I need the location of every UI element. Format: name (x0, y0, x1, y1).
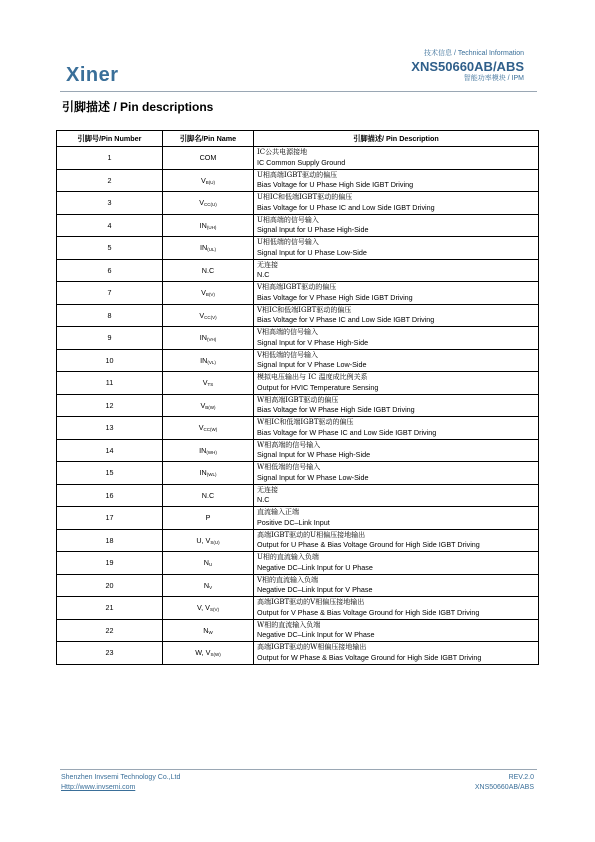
pin-description-english: Bias Voltage for U Phase High Side IGBT Driving (257, 180, 414, 190)
header-pin-description: 引脚描述/ Pin Description (254, 131, 539, 147)
pin-name (163, 439, 254, 462)
pin-description (254, 529, 539, 552)
table-row (57, 552, 539, 575)
pin-name (163, 237, 254, 260)
pin-description-english: Signal Input for W Phase Low-Side (257, 472, 369, 482)
pin-name-base: COM (199, 153, 217, 163)
pin-number: 22 (57, 619, 163, 642)
pin-name-base: IN (199, 445, 207, 455)
pin-name (163, 552, 254, 575)
footer-url-link[interactable]: Http://www.invsemi.com (61, 784, 136, 791)
pin-description-chinese: W相IC和低端IGBT驱动的偏压 (257, 418, 354, 427)
pin-number: 5 (57, 237, 163, 260)
pin-name-subscript: U (208, 562, 213, 568)
pin-name (163, 574, 254, 597)
pin-name-base: V (200, 175, 206, 185)
pin-description (254, 619, 539, 642)
table-row (57, 394, 539, 417)
pin-name-base: IN (199, 333, 207, 343)
pin-description-chinese: U相的直流输入负端 (257, 553, 319, 562)
pin-description-english: Bias Voltage for V Phase IC and Low Side IGBT Driving (257, 315, 435, 325)
pin-description (254, 462, 539, 485)
pin-name-base: V, V (197, 603, 210, 613)
pin-name-base: V (200, 400, 206, 410)
pin-description (254, 259, 539, 282)
pin-name (163, 529, 254, 552)
table-row (57, 349, 539, 372)
pin-number: 11 (57, 372, 163, 395)
pin-description-english: Signal Input for W Phase High-Side (257, 450, 371, 460)
table-row (57, 484, 539, 507)
pin-description-chinese: V相的直流输入负端 (257, 575, 319, 584)
pin-name-subscript: W (208, 629, 213, 635)
pin-name-base: U, V (196, 535, 211, 545)
pin-description-english: Signal Input for V Phase High-Side (257, 337, 369, 347)
pin-description-chinese: V相低端的信号输入 (257, 350, 319, 359)
header-part-number: XNS50660AB/ABS (411, 59, 524, 74)
pin-name (163, 597, 254, 620)
pin-description (254, 327, 539, 350)
pin-name-base: N (203, 625, 209, 635)
pin-number: 6 (57, 259, 163, 282)
pin-name (163, 619, 254, 642)
header-pin-number: 引脚号/Pin Number (57, 131, 163, 147)
pin-description-chinese: 无连接 (257, 260, 278, 269)
pin-description-chinese: 无连接 (257, 485, 278, 494)
pin-description-english: Bias Voltage for U Phase IC and Low Side IGBT Driving (257, 202, 435, 212)
table-row (57, 214, 539, 237)
table-row (57, 642, 539, 665)
pin-description-chinese: 直流输入正端 (257, 508, 299, 517)
pin-name-base: N (203, 580, 210, 590)
footer-company: Shenzhen Invsemi Technology Co.,Ltd (61, 774, 181, 781)
pin-name-base: V (199, 198, 205, 208)
pin-description (254, 597, 539, 620)
pin-name (163, 462, 254, 485)
pin-description-english: IC Common Supply Ground (257, 157, 346, 167)
pin-number: 4 (57, 214, 163, 237)
pin-number: 23 (57, 642, 163, 665)
pin-name-base: V (198, 423, 204, 433)
pin-description (254, 304, 539, 327)
pin-name (163, 372, 254, 395)
pin-number: 1 (57, 147, 163, 170)
pin-description-chinese: W相低端的信号输入 (257, 463, 321, 472)
header-doc-type: 技术信息 / Technical Information (424, 50, 524, 57)
pin-name-base: IN (199, 220, 207, 230)
pin-description (254, 574, 539, 597)
pin-description-english: Bias Voltage for W Phase High Side IGBT Driving (257, 405, 415, 415)
pin-description (254, 282, 539, 305)
table-row (57, 192, 539, 215)
pin-description-english: Bias Voltage for V Phase High Side IGBT Driving (257, 292, 413, 302)
pin-name (163, 147, 254, 170)
pin-number: 2 (57, 169, 163, 192)
pin-description-chinese: U相低端的信号输入 (257, 238, 319, 247)
pin-name (163, 349, 254, 372)
pin-description-english: Output for W Phase & Bias Voltage Ground for High Side IGBT Driving (257, 652, 482, 662)
pin-description (254, 147, 539, 170)
pin-description-chinese: V相IC和低端IGBT驱动的偏压 (257, 305, 352, 314)
pin-name-subscript: B(U) (205, 179, 216, 185)
pin-name-subscript: (VL) (207, 359, 216, 365)
pin-description-chinese: 模拟电压输出与 IC 温度成比例关系 (257, 373, 368, 382)
header-divider (60, 91, 537, 92)
pin-name-base: N.C (201, 490, 215, 500)
pin-name-base: IN (199, 468, 207, 478)
pin-description-chinese: W相高端IGBT驱动的偏压 (257, 395, 339, 404)
pin-description-english: Bias Voltage for W Phase IC and Low Side IGBT Driving (257, 427, 437, 437)
pin-name-subscript: (WL) (206, 472, 217, 478)
pin-name (163, 259, 254, 282)
table-row (57, 574, 539, 597)
pin-description-english: Negative DC–Link Input for W Phase (257, 630, 375, 640)
pin-description-english: Signal Input for V Phase Low-Side (257, 360, 367, 370)
table-row (57, 597, 539, 620)
pin-name-subscript: B(V) (205, 292, 215, 298)
pin-name-subscript: CC(W) (203, 427, 218, 433)
pin-description (254, 349, 539, 372)
table-row (57, 619, 539, 642)
table-row (57, 529, 539, 552)
pin-description-table (56, 130, 539, 665)
table-row (57, 507, 539, 530)
pin-name (163, 417, 254, 440)
pin-description-chinese: 高端IGBT驱动的U相偏压接地输出 (257, 530, 366, 539)
pin-description-chinese: V相高端的信号输入 (257, 328, 319, 337)
pin-description-english: Output for HVIC Temperature Sensing (257, 382, 379, 392)
pin-name-subscript: CC(U) (204, 202, 217, 208)
pin-description (254, 417, 539, 440)
pin-number: 8 (57, 304, 163, 327)
pin-description (254, 507, 539, 530)
table-row (57, 282, 539, 305)
pin-name-subscript: (UH) (206, 224, 217, 230)
pin-description-english: Signal Input for U Phase Low-Side (257, 247, 367, 257)
pin-number: 10 (57, 349, 163, 372)
table-header-row (57, 131, 539, 147)
table-row (57, 417, 539, 440)
pin-name-subscript: (VH) (206, 337, 217, 343)
pin-description-chinese: U相高端IGBT驱动的偏压 (257, 170, 338, 179)
table-row (57, 237, 539, 260)
footer-revision: REV.2.0 (508, 774, 534, 781)
pin-name (163, 642, 254, 665)
pin-name-subscript: (WH) (206, 449, 217, 455)
pin-name-subscript: S(U) (210, 539, 220, 545)
pin-name (163, 192, 254, 215)
pin-number: 18 (57, 529, 163, 552)
pin-name (163, 282, 254, 305)
footer-left (61, 773, 180, 793)
pin-description-english: N.C (257, 495, 270, 505)
pin-description-chinese: V相高端IGBT驱动的偏压 (257, 283, 337, 292)
pin-name (163, 304, 254, 327)
pin-name-subscript: B(W) (205, 404, 216, 410)
pin-name-base: V (201, 288, 206, 298)
section-title: 引脚描述 / Pin descriptions (62, 100, 214, 114)
pin-description (254, 642, 539, 665)
pin-description (254, 237, 539, 260)
pin-description-english: N.C (257, 270, 270, 280)
table-row (57, 147, 539, 170)
pin-name-subscript: S(W) (210, 652, 221, 658)
table-row (57, 372, 539, 395)
pin-description-chinese: 高端IGBT驱动的V相偏压接地输出 (257, 598, 365, 607)
pin-name-base: N.C (201, 265, 215, 275)
footer-right (475, 773, 534, 793)
pin-number: 15 (57, 462, 163, 485)
pin-description (254, 552, 539, 575)
pin-name-subscript: V (209, 584, 213, 590)
company-logo: Xiner (66, 64, 119, 86)
pin-description (254, 169, 539, 192)
pin-description (254, 394, 539, 417)
pin-number: 17 (57, 507, 163, 530)
pin-description-english: Negative DC–Link Input for V Phase (257, 585, 373, 595)
pin-description-chinese: U相高端的信号输入 (257, 215, 319, 224)
pin-description-english: Output for V Phase & Bias Voltage Ground for High Side IGBT Driving (257, 607, 480, 617)
pin-name-base: V (202, 378, 208, 388)
table-row (57, 462, 539, 485)
pin-number: 13 (57, 417, 163, 440)
pin-number: 9 (57, 327, 163, 350)
pin-number: 7 (57, 282, 163, 305)
table-row (57, 259, 539, 282)
pin-description (254, 439, 539, 462)
pin-name-subscript: S(V) (209, 607, 219, 613)
pin-description-chinese: W相高端的信号输入 (257, 440, 321, 449)
pin-name (163, 214, 254, 237)
header-pin-name: 引脚名/Pin Name (163, 131, 254, 147)
pin-description (254, 372, 539, 395)
pin-description-english: Signal Input for U Phase High-Side (257, 225, 369, 235)
pin-number: 3 (57, 192, 163, 215)
pin-name (163, 507, 254, 530)
pin-number: 19 (57, 552, 163, 575)
pin-number: 14 (57, 439, 163, 462)
pin-name (163, 169, 254, 192)
pin-description-english: Positive DC–Link Input (257, 517, 330, 527)
pin-name-subscript: (UL) (207, 247, 216, 253)
pin-description-chinese: 高端IGBT驱动的W相偏压接地输出 (257, 643, 367, 652)
pin-number: 16 (57, 484, 163, 507)
table-row (57, 327, 539, 350)
pin-name-base: IN (200, 355, 208, 365)
pin-description (254, 192, 539, 215)
pin-number: 12 (57, 394, 163, 417)
pin-name (163, 394, 254, 417)
pin-number: 21 (57, 597, 163, 620)
header-info (411, 49, 524, 84)
pin-name (163, 327, 254, 350)
pin-name-base: N (203, 558, 209, 568)
table-body (57, 147, 539, 665)
pin-name-base: P (205, 513, 211, 523)
table-row (57, 439, 539, 462)
table-row (57, 304, 539, 327)
pin-description-english: Output for U Phase & Bias Voltage Ground for High Side IGBT Driving (257, 540, 480, 550)
pin-description-chinese: W相的直流输入负端 (257, 620, 321, 629)
pin-description (254, 214, 539, 237)
pin-name-base: V (199, 310, 205, 320)
pin-name-subscript: TS (207, 382, 214, 388)
table-row (57, 169, 539, 192)
pin-number: 20 (57, 574, 163, 597)
pin-description (254, 484, 539, 507)
footer-part-number: XNS50660AB/ABS (474, 784, 534, 791)
pin-name (163, 484, 254, 507)
pin-name-base: W, V (195, 648, 211, 658)
pin-name-subscript: CC(V) (204, 314, 217, 320)
footer-divider (60, 769, 537, 770)
pin-description-english: Negative DC–Link Input for U Phase (257, 562, 373, 572)
header-product-type: 智能功率模块 / IPM (463, 75, 524, 82)
pin-name-base: IN (200, 243, 208, 253)
pin-description-chinese: IC公共电源接地 (257, 148, 308, 157)
pin-description-chinese: U相IC和低端IGBT驱动的偏压 (257, 193, 353, 202)
